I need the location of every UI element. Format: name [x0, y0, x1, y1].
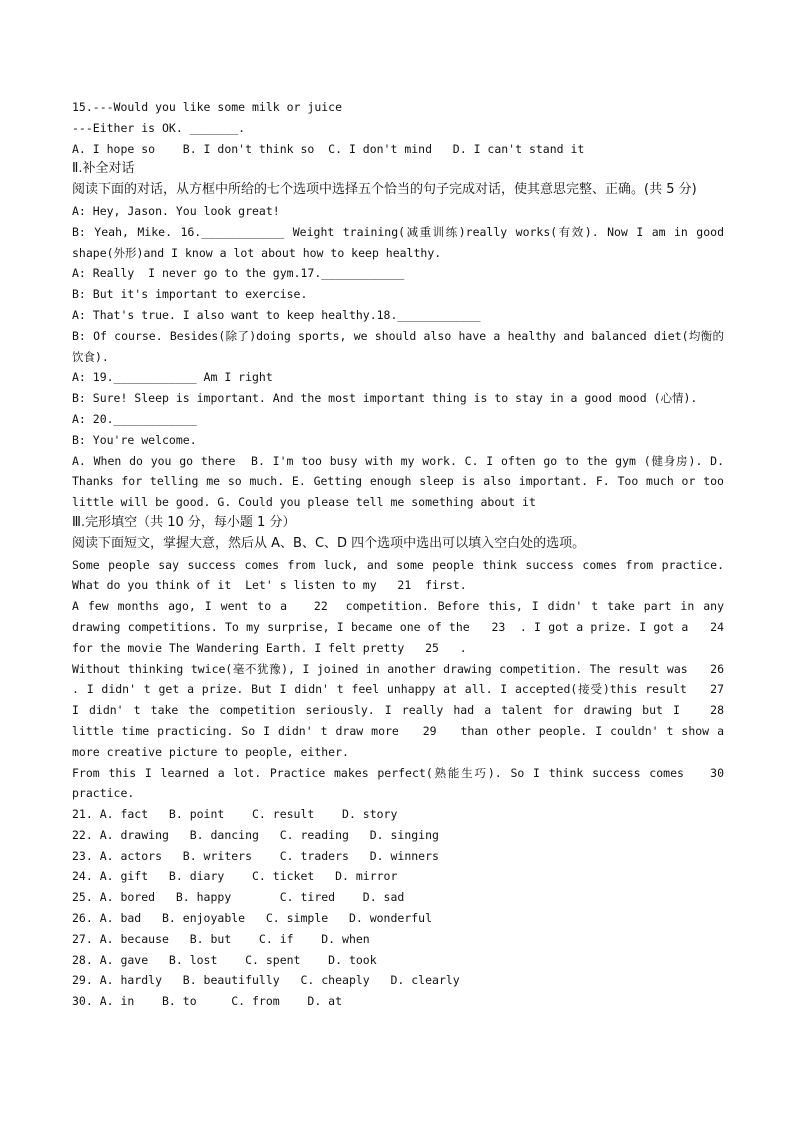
passage-paragraph: From this I learned a lot. Practice makes perfect(熟能生巧). So I think success comes 30 practice.: [72, 765, 745, 801]
cloze-options-28: 28. A. gave B. lost C. spent D. took: [72, 952, 377, 967]
exam-page: [72, 97, 745, 1012]
cloze-options-27: 27. A. because B. but C. if D. when: [72, 931, 370, 946]
cloze-options-23: 23. A. actors B. writers C. traders D. winners: [72, 848, 439, 863]
q15-question: 15.---Would you like some milk or juice: [72, 100, 343, 114]
passage-paragraph: Some people say success comes from luck, and some people think success comes from practice. What do you think of it Let' s listen to my 21 first.: [72, 557, 731, 593]
dialogue-line: B: Yeah, Mike. 16.____________ Weight training(减重训练)really works(有效). Now I am in good shape(外形)and I know a lot about how to keep healthy.: [72, 224, 731, 260]
cloze-options-26: 26. A. bad B. enjoyable C. simple D. wonderful: [72, 911, 433, 926]
dialogue-line: A: Hey, Jason. You look great!: [72, 203, 280, 218]
cloze-options-30: 30. A. in B. to C. from D. at: [72, 994, 343, 1009]
passage-paragraph: A few months ago, I went to a 22 competition. Before this, I didn' t take part in any drawing competitions. To my surprise, I became one of the 23 . I got a prize. I got a 24 for the movie The Wandering Earth. I felt pretty 25 .: [72, 599, 738, 655]
section2-heading: Ⅱ.补全对话: [72, 161, 135, 177]
section3-heading: Ⅲ.完形填空（共 10 分，每小题 1 分）: [72, 514, 296, 530]
cloze-options-24: 24. A. gift B. diary C. ticket D. mirror: [72, 869, 398, 884]
dialogue-line: A: Really I never go to the gym.17.____________: [72, 266, 405, 281]
dialogue-line: B: Sure! Sleep is important. And the most important thing is to stay in a good mood (心情).: [72, 391, 698, 406]
dialogue-line: A: 20.____________: [72, 411, 197, 426]
dialogue-line: A: 19.____________ Am I right: [72, 370, 273, 385]
cloze-options-29: 29. A. hardly B. beautifully C. cheaply D. clearly: [72, 973, 460, 988]
q15-answer-line: ---Either is OK. _______.: [72, 120, 246, 135]
cloze-options-22: 22. A. drawing B. dancing C. reading D. singing: [72, 827, 439, 842]
dialogue-line: B: But it's important to exercise.: [72, 287, 308, 302]
dialogue-line: B: You're welcome.: [72, 432, 197, 447]
dialogue-line: A: That's true. I also want to keep healthy.18.____________: [72, 307, 481, 322]
cloze-options-21: 21. A. fact B. point C. result D. story: [72, 807, 398, 822]
section3-instruction: 阅读下面短文，掌握大意，然后从 A、B、C、D 四个选项中选出可以填入空白处的选项。: [72, 535, 586, 551]
passage-paragraph: Without thinking twice(毫不犹豫), I joined in another drawing competition. The result was 26 . I didn' t get a prize. But I didn' t feel unhappy at all. I accepted(接受)this result 27 I didn' t take the competition seriously. I really had a talent for drawing but I 28 little time practicing. So I didn' t draw more 29 than other people. I couldn' t show a more creative picture to people, either.: [72, 661, 745, 759]
section2-instruction: 阅读下面的对话，从方框中所给的七个选项中选择五个恰当的句子完成对话，使其意思完整、正确。(共 5 分): [72, 182, 697, 198]
cloze-options-25: 25. A. bored B. happy C. tired D. sad: [72, 890, 405, 905]
dialogue-line: B: Of course. Besides(除了)doing sports, we should also have a healthy and balanced diet(均衡的饮食).: [72, 328, 724, 364]
dialogue-choices: A. When do you go there B. I'm too busy with my work. C. I often go to the gym (健身房). D. Thanks for telling me so much. E. Getting enough sleep is also important. F. Too much or too little will be good. G. Could you please tell me something about it: [72, 453, 731, 510]
q15-options: A. I hope so B. I don't think so C. I don't mind D. I can't stand it: [72, 141, 585, 156]
